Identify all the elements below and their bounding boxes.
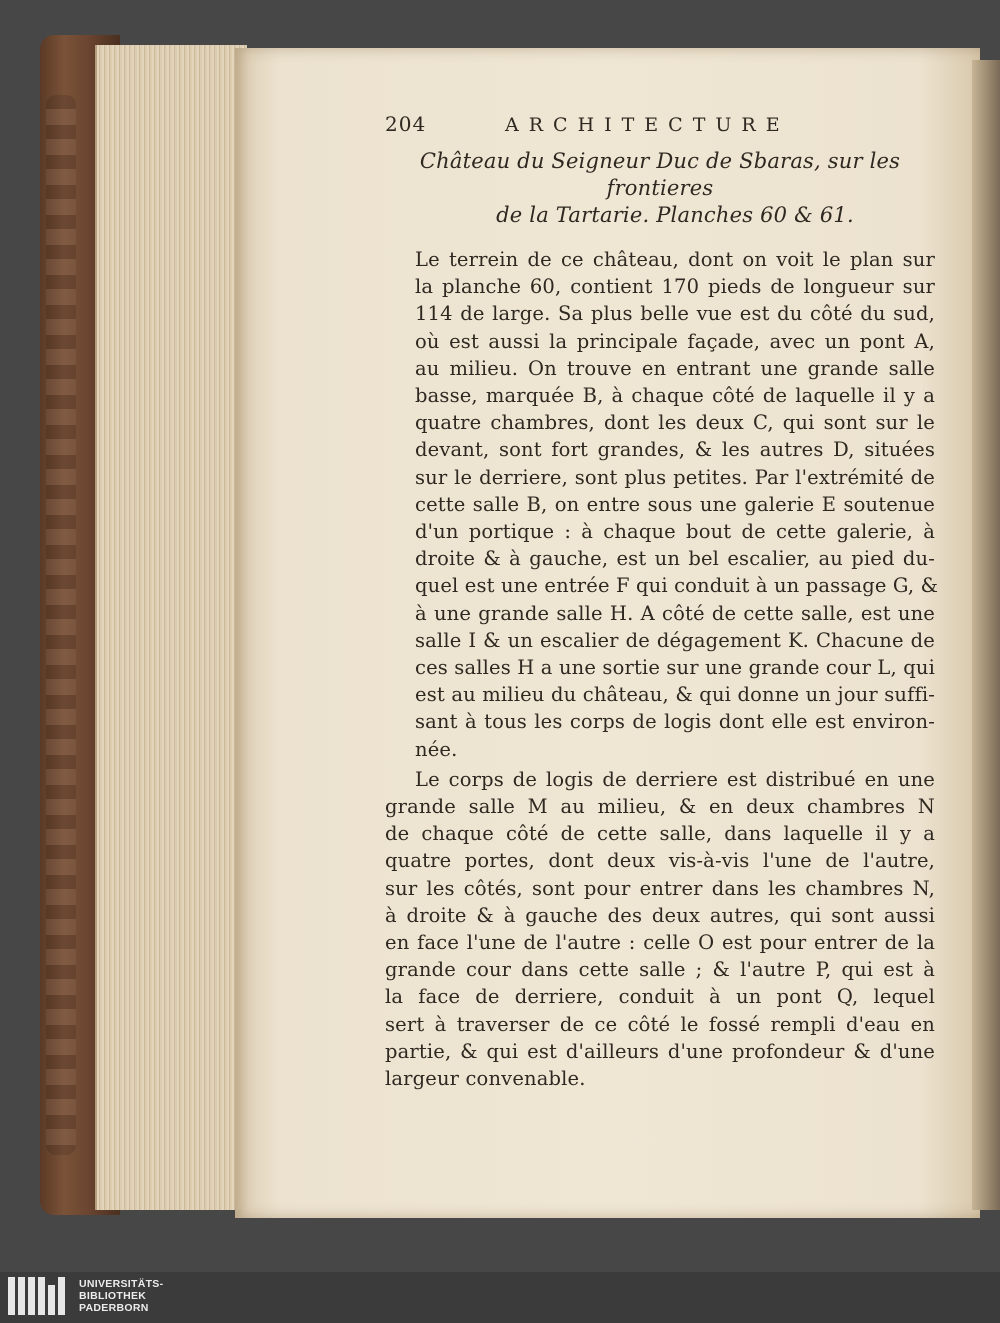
footer-bar <box>0 1272 1000 1323</box>
library-logo[interactable] <box>8 1277 163 1315</box>
text-line: au milieu. On trouve en entrant une grande salle <box>415 356 935 380</box>
text-line: sert à traverser de ce côté le fossé rempli d'eau en <box>385 1012 935 1036</box>
text-line: est au milieu du château, & qui donne un jour suffi- <box>415 683 935 707</box>
text-line: née. <box>415 737 458 761</box>
text-line: à droite & à gauche des deux autres, qui sont aussi <box>385 903 935 927</box>
running-head <box>385 112 935 146</box>
page-number: 204 <box>385 112 427 136</box>
text-line: Le terrein de ce château, dont on voit le plan sur <box>415 248 935 271</box>
title-line-1: Château du Seigneur Duc de Sbaras, sur les frontieres <box>419 149 901 200</box>
logo-line-3: PADERBORN <box>79 1302 149 1314</box>
page-edges <box>95 45 247 1210</box>
title-line-2: de la Tartarie. Planches 60 & 61. <box>496 203 854 227</box>
logo-bars-icon <box>8 1277 65 1315</box>
text-line: grande cour dans cette salle ; & l'autre P, qui est à <box>385 958 935 982</box>
text-line: quatre chambres, dont les deux C, qui sont sur le <box>415 411 935 435</box>
text-line: d'un portique : à chaque bout de cette galerie, à <box>415 520 935 544</box>
text-line: 114 de large. Sa plus belle vue est du côté du sud, <box>415 302 935 326</box>
paragraph-2 <box>385 766 935 1092</box>
text-line: ces salles H a une sortie sur une grande cour L, qui <box>415 656 935 680</box>
text-line: Le corps de logis de derriere est distribué en une <box>415 767 935 791</box>
text-line: de chaque côté de cette salle, dans laquelle il y a <box>385 822 935 846</box>
text-line: largeur convenable. <box>385 1067 586 1091</box>
text-line: grande salle M au milieu, & en deux chambres N <box>385 795 935 819</box>
text-line: à une grande salle H. A côté de cette salle, est une <box>415 601 935 625</box>
text-line: la planche 60, contient 170 pieds de longueur sur <box>415 275 935 299</box>
text-line: sur les côtés, sont pour entrer dans les chambres N, <box>385 876 935 900</box>
text-line: salle I & un escalier de dégagement K. Chacune de <box>415 628 935 652</box>
text-line: la face de derriere, conduit à un pont Q, lequel <box>385 985 935 1009</box>
running-title: ARCHITECTURE <box>505 114 790 136</box>
page-content <box>385 112 939 1092</box>
text-line: où est aussi la principale façade, avec un pont A, <box>415 329 935 353</box>
text-line: cette salle B, on entre sous une galerie E soutenue <box>415 492 935 516</box>
text-line: devant, sont fort grandes, & les autres D, situées <box>415 438 935 462</box>
paragraph-1 <box>385 246 939 763</box>
text-line: sur le derriere, sont plus petites. Par l'extrémité de <box>415 465 935 489</box>
chapter-title <box>385 148 935 229</box>
logo-line-1: UNIVERSITÄTS- <box>79 1278 164 1290</box>
text-line: sant à tous les corps de logis dont elle est environ- <box>415 710 935 734</box>
page-gutter-shadow <box>972 60 1000 1210</box>
text-line: quel est une entrée F qui conduit à un passage G, & <box>415 574 939 598</box>
text-line: en face l'une de l'autre : celle O est pour entrer de la <box>385 931 935 955</box>
text-line: basse, marquée B, à chaque côté de laquelle il y a <box>415 384 935 408</box>
text-line: partie, & qui est d'ailleurs d'une profondeur & d'une <box>385 1039 935 1063</box>
text-line: quatre portes, dont deux vis-à-vis l'une de l'autre, <box>385 849 935 873</box>
logo-line-2: BIBLIOTHEK <box>79 1290 147 1302</box>
logo-text <box>79 1278 163 1314</box>
text-line: droite & à gauche, est un bel escalier, au pied du- <box>415 547 935 571</box>
